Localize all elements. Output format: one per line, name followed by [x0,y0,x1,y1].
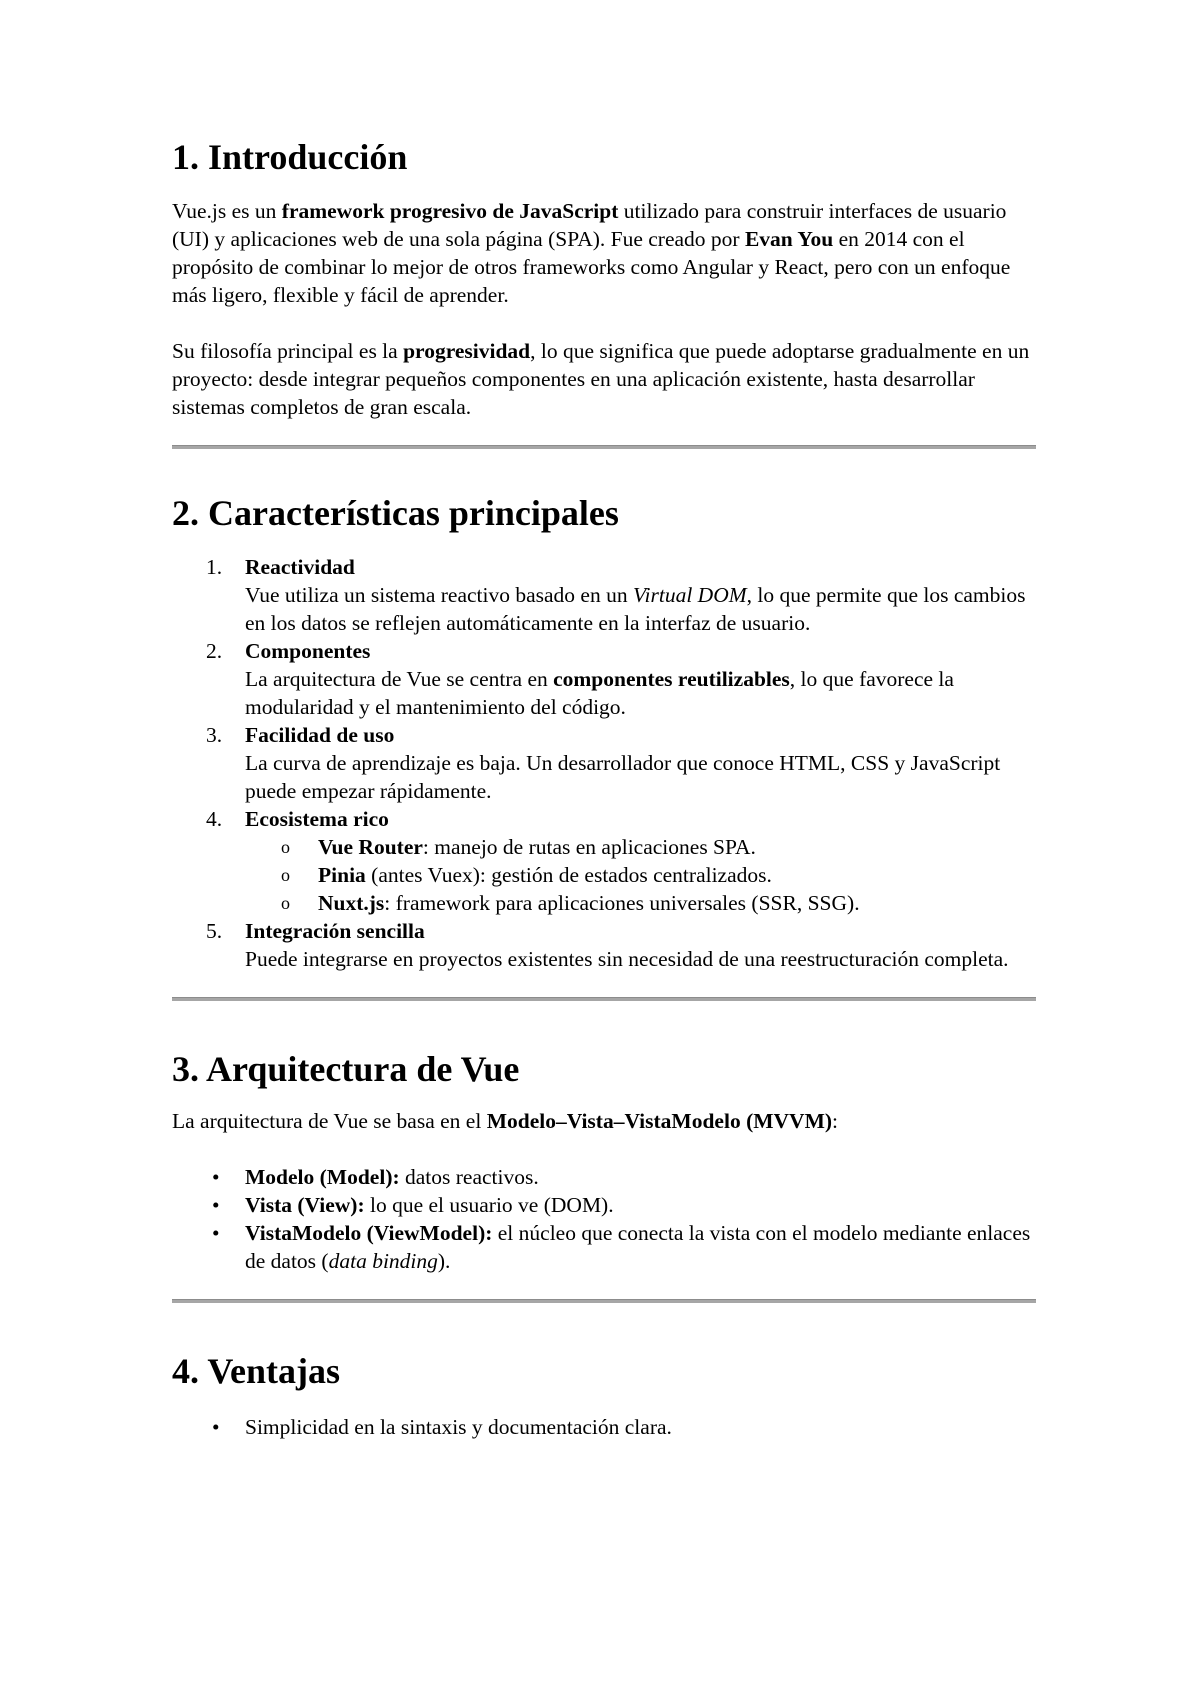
text-run: La arquitectura de Vue se centra en [245,667,554,691]
list-number: 2. [206,639,223,663]
text-run: Vue.js es un [172,199,282,223]
list-item-title: Reactividad [245,555,355,579]
list-number: 4. [206,807,223,831]
section-heading-arquitectura: 3. Arquitectura de Vue [172,1049,520,1089]
list-number: 1. [206,555,223,579]
list-item-title: Facilidad de uso [245,723,395,747]
list-item [172,917,1036,973]
section-heading-ventajas: 4. Ventajas [172,1351,341,1391]
circle-bullet-icon: o [281,893,290,913]
text-run: datos reactivos. [399,1165,539,1189]
bold-run: Modelo–Vista–VistaModelo (MVVM) [486,1109,833,1133]
text-run: : manejo de rutas en aplicaciones SPA. [422,835,756,859]
bold-run: componentes reutilizables [553,667,790,691]
bold-run: Vista (View): [245,1193,365,1217]
sublist-item [245,889,1036,917]
list-item [172,805,1036,917]
text-run: Simplicidad en la sintaxis y documentación clara. [245,1415,672,1439]
bullet-item [172,1191,1036,1219]
bullet-icon: • [212,1415,220,1439]
sublist-item [245,861,1036,889]
bold-run: progresividad [403,339,531,363]
text-run: : [832,1109,839,1133]
text-run: La arquitectura de Vue se basa en el [172,1109,487,1133]
bullet-icon: • [212,1221,220,1245]
bullet-item [172,1413,1036,1441]
list-item [172,553,1036,637]
text-run: , lo que permite que los cambios en los datos se reflejen automáticamente en la interfaz de usuario. [245,583,1026,635]
ecosystem-sublist [245,833,1036,917]
text-run: (antes Vuex): gestión de estados centralizados. [365,863,772,887]
text-run: Vue utiliza un sistema reactivo basado en un [245,583,633,607]
text-run: lo que el usuario ve (DOM). [364,1193,614,1217]
bold-run: Modelo (Model): [245,1165,400,1189]
text-run: , lo que favorece la modularidad y el mantenimiento del código. [245,667,954,719]
list-item [172,637,1036,721]
text-run: Puede integrarse en proyectos existentes sin necesidad de una reestructuración completa. [245,947,1009,971]
circle-bullet-icon: o [281,865,290,885]
text-run: , lo que significa que puede adoptarse gradualmente en un proyecto: desde integrar pequeños componentes en una aplicación existente, hasta desarrollar sistemas completos de gran escala. [172,339,1030,419]
sublist-item [245,833,1036,861]
text-run: utilizado para construir interfaces de usuario (UI) y aplicaciones web de una sola página (SPA). Fue creado por [172,199,1007,251]
list-number: 3. [206,723,223,747]
bullet-item [172,1163,1036,1191]
advantages-bullets [172,1413,1036,1441]
list-item-title: Ecosistema rico [245,807,389,831]
list-item [172,721,1036,805]
document-page [172,135,1036,1441]
bold-run: Pinia [318,863,366,887]
bullet-icon: • [212,1193,220,1217]
bold-run: framework progresivo de JavaScript [281,199,619,223]
bold-run: Nuxt.js [318,891,385,915]
bold-run: Vue Router [318,835,423,859]
text-run: La curva de aprendizaje es baja. Un desarrollador que conoce HTML, CSS y JavaScript puede empezar rápidamente. [245,751,1001,803]
architecture-bullets [172,1163,1036,1275]
list-number: 5. [206,919,223,943]
text-run: Su filosofía principal es la [172,339,404,363]
text-run: : framework para aplicaciones universales (SSR, SSG). [384,891,860,915]
circle-bullet-icon: o [281,837,290,857]
intro-paragraph-2 [172,337,1036,421]
bold-run: VistaModelo (ViewModel): [245,1221,493,1245]
intro-paragraph-1 [172,197,1036,309]
text-run: ). [437,1249,451,1273]
list-item-title: Integración sencilla [245,919,425,943]
features-list [172,553,1036,973]
architecture-paragraph [172,1107,1036,1135]
bold-run: Evan You [744,227,834,251]
italic-run: data binding [328,1249,438,1273]
bullet-icon: • [212,1165,220,1189]
list-item-title: Componentes [245,639,371,663]
text-run: el núcleo que conecta la vista con el modelo mediante enlaces de datos ( [245,1221,1031,1273]
italic-run: Virtual DOM [632,583,747,607]
bullet-item [172,1219,1036,1275]
section-heading-introduccion: 1. Introducción [172,137,408,177]
section-heading-caracteristicas: 2. Características principales [172,493,619,533]
text-run: en 2014 con el propósito de combinar lo mejor de otros frameworks como Angular y React, pero con un enfoque más ligero, flexible y fácil de aprender. [172,227,1011,307]
